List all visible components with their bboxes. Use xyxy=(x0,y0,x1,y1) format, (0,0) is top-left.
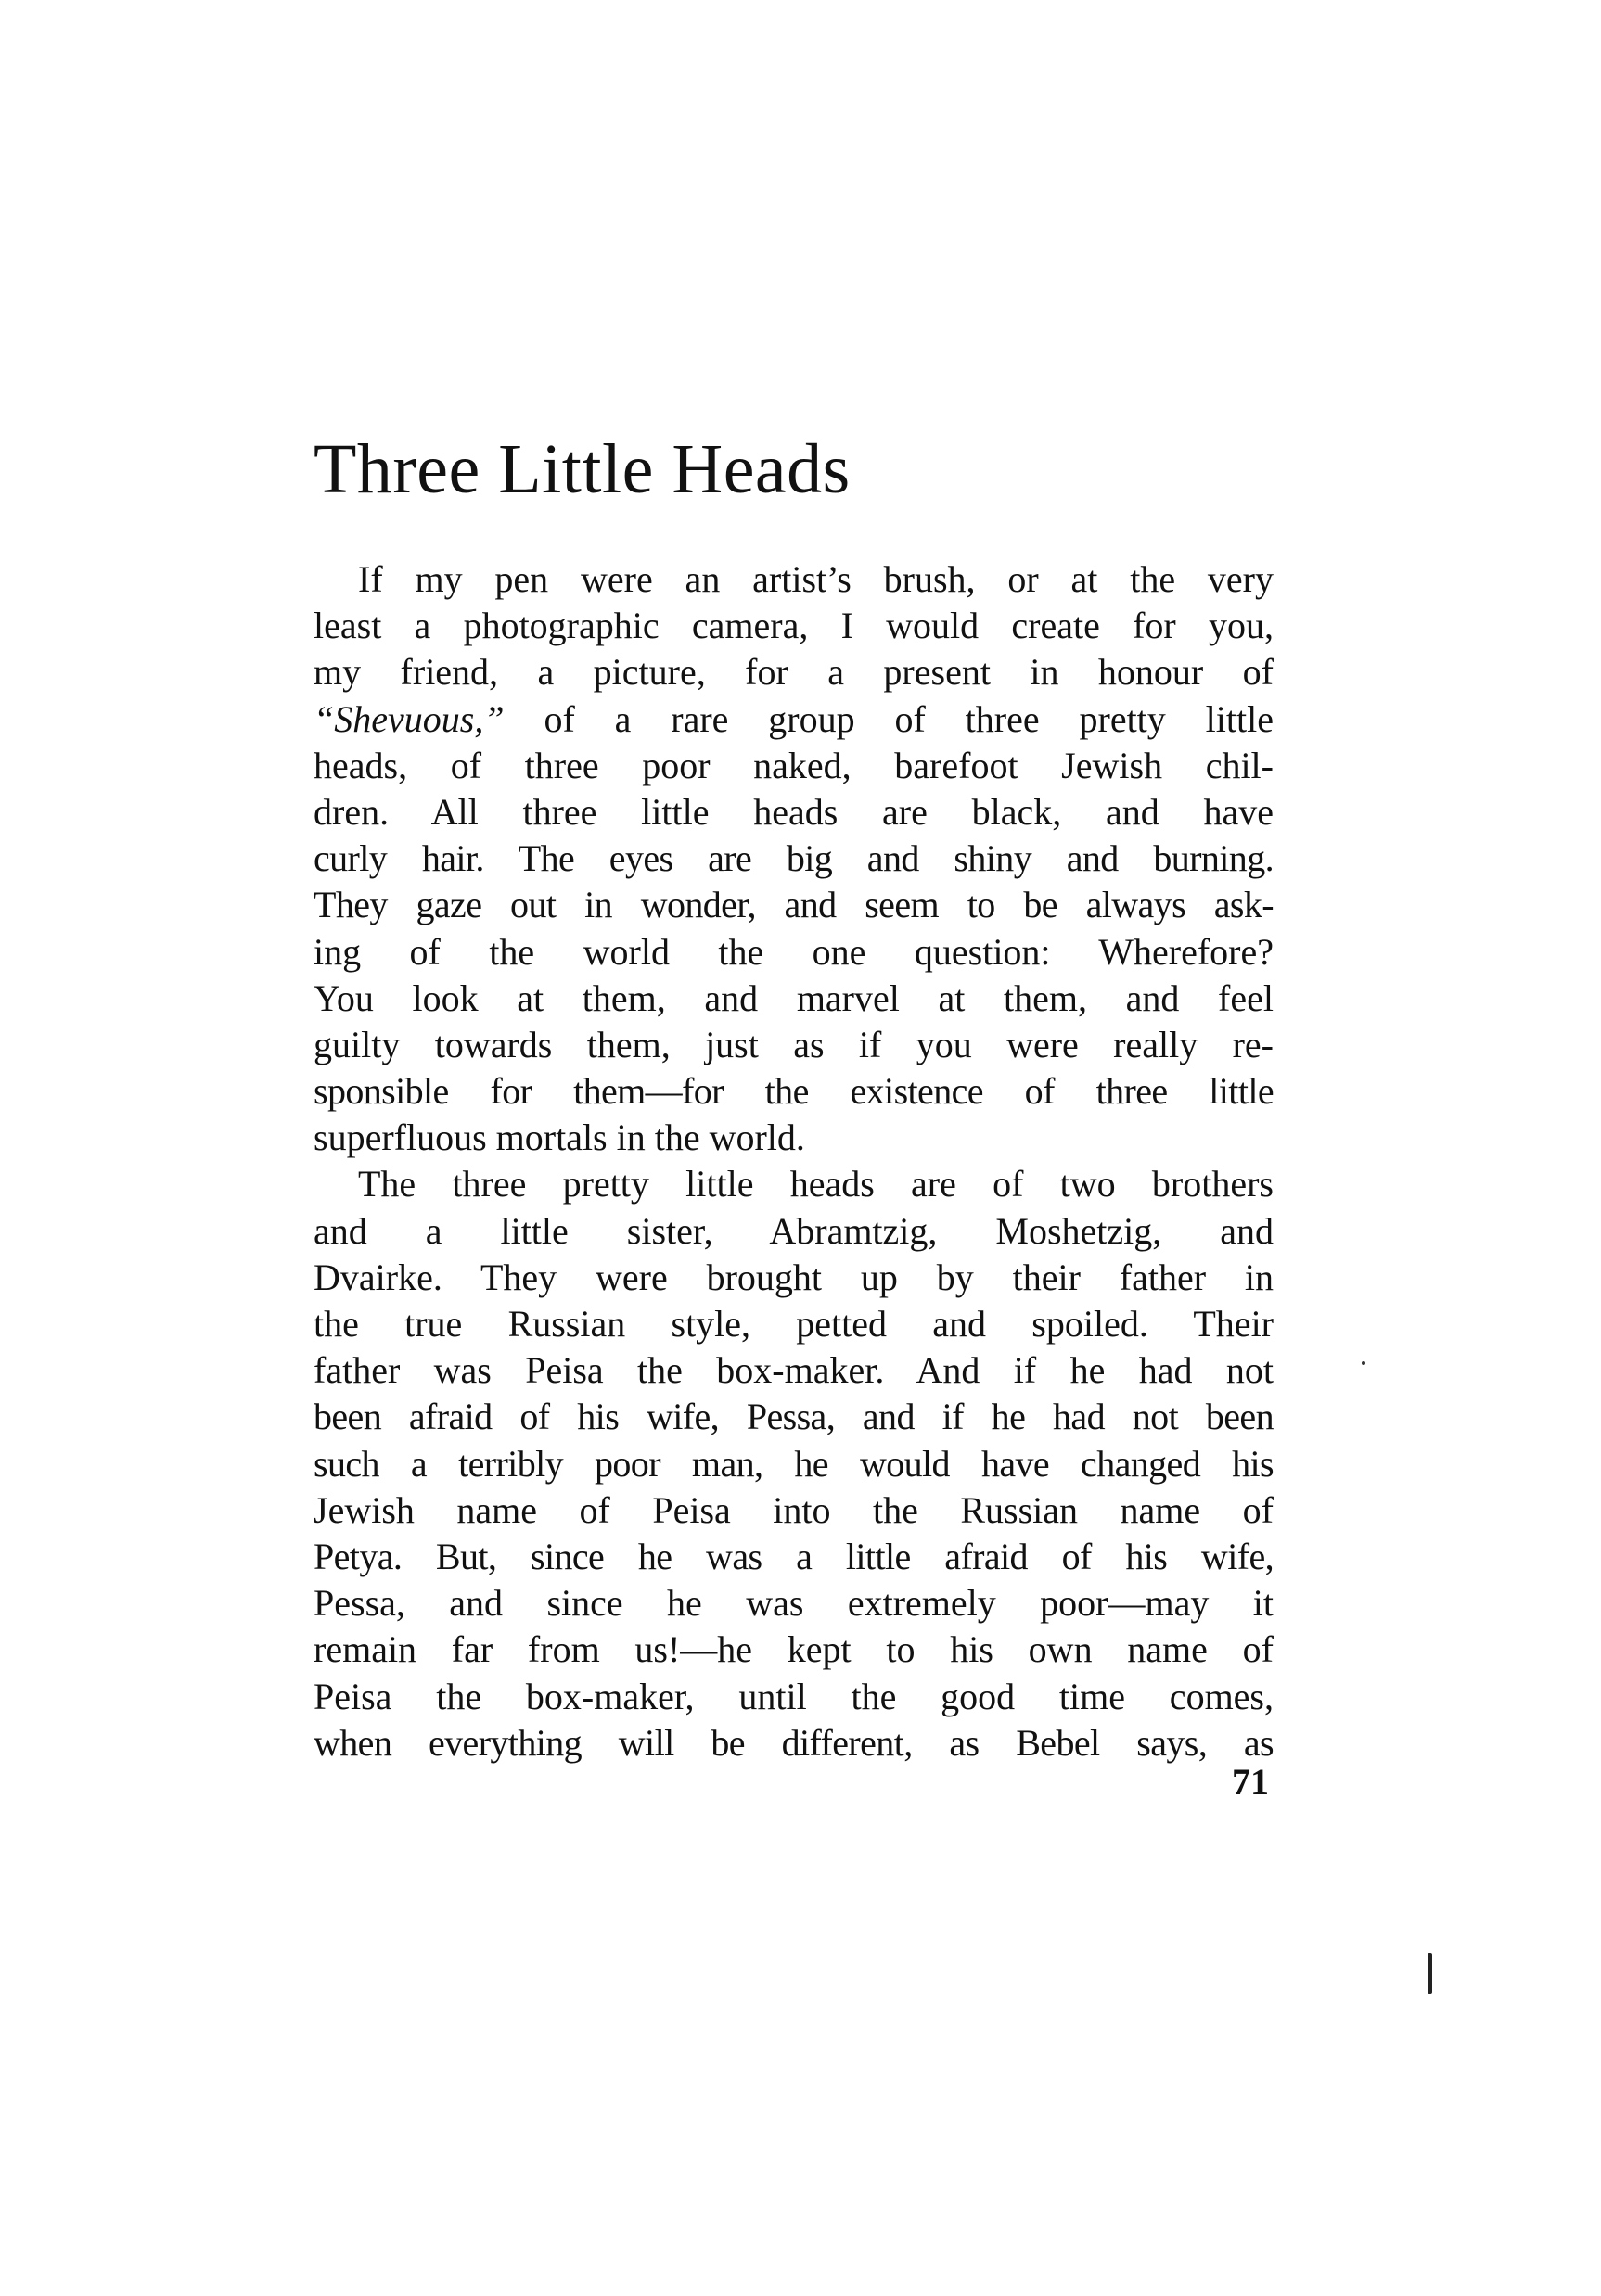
text-line: Jewish name of Peisa into the Russian name of xyxy=(314,1488,1274,1531)
text-line: Pessa, and since he was extremely poor—may it xyxy=(314,1582,1274,1625)
text-line: heads, of three poor naked, barefoot Jewish chil- xyxy=(314,744,1274,786)
text-line-rest: of a rare group of three pretty little xyxy=(544,697,1274,740)
text-line: dren. All three little heads are black, and have xyxy=(314,790,1274,833)
text-line: You look at them, and marvel at them, and feel xyxy=(314,976,1274,1019)
text-line: Peisa the box-maker, until the good time comes, xyxy=(314,1675,1274,1717)
text-line: father was Peisa the box-maker. And if he had not xyxy=(314,1349,1274,1392)
text-line: curly hair. The eyes are big and shiny and burning. xyxy=(314,837,1274,880)
italic-word: “Shevuous,” xyxy=(314,697,505,740)
text-line: been afraid of his wife, Pessa, and if he had not been xyxy=(314,1396,1274,1438)
text-line: Petya. But, since he was a little afraid of his wife, xyxy=(314,1535,1274,1577)
text-line: the true Russian style, petted and spoiled. Their xyxy=(314,1303,1274,1345)
page-number: 71 xyxy=(1232,1761,1269,1803)
text-line: superfluous mortals in the world. xyxy=(314,1116,805,1159)
text-line: ing of the world the one question: Wherefore? xyxy=(314,930,1274,973)
scan-mark xyxy=(1428,1953,1432,1994)
text-line: and a little sister, Abramtzig, Moshetzig, and xyxy=(314,1209,1274,1252)
text-line: remain far from us!—he kept to his own name of xyxy=(314,1628,1274,1671)
chapter-title: Three Little Heads xyxy=(314,430,851,508)
text-line: Dvairke. They were brought up by their father in xyxy=(314,1256,1274,1298)
text-line: sponsible for them—for the existence of three little xyxy=(314,1070,1274,1113)
text-line: when everything will be different, as Bebel says, as xyxy=(314,1721,1274,1764)
text-line: They gaze out in wonder, and seem to be always ask- xyxy=(314,884,1274,926)
text-line: such a terribly poor man, he would have changed his xyxy=(314,1442,1274,1485)
scan-speck xyxy=(1362,1361,1365,1365)
text-line: The three pretty little heads are of two brothers xyxy=(358,1163,1274,1205)
text-line: guilty towards them, just as if you were really re- xyxy=(314,1023,1274,1065)
text-line: my friend, a picture, for a present in honour of xyxy=(314,651,1274,694)
text-line: least a photographic camera, I would create for you, xyxy=(314,605,1274,647)
text-line xyxy=(314,696,1274,743)
text-line: If my pen were an artist’s brush, or at the very xyxy=(358,558,1274,600)
chapter-body xyxy=(314,556,1274,1767)
